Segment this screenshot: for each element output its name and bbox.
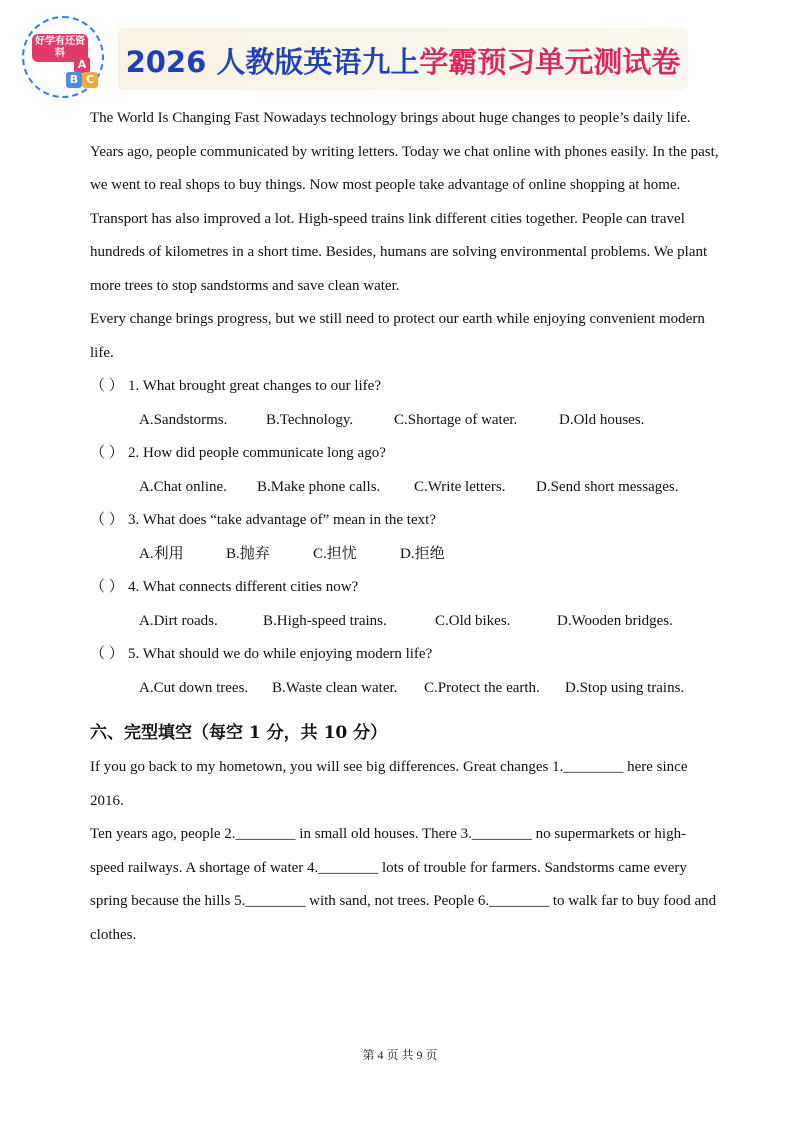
- title-part-edition: 2026 人教版: [125, 45, 304, 79]
- logo-block-b: B: [66, 72, 82, 88]
- page-number: 第 4 页 共 9 页: [362, 1048, 438, 1062]
- document-title: [118, 40, 688, 81]
- cloze-paragraph: Ten years ago, people 2.________ in small old houses. There 3.________ no supermarkets or high-speed railways. A shortage of water 4.________ lots of trouble for farmers. Sandstorms came every spring because the hills 5.________ with sand, not trees. People 6.________ to walk far to buy food and clothes.: [90, 826, 717, 943]
- option: C.Write letters.: [414, 478, 506, 495]
- option: C.Old bikes.: [435, 612, 511, 629]
- question-item: [90, 571, 720, 605]
- answer-blank[interactable]: （ ）: [90, 378, 124, 394]
- section-heading: 六、完型填空（每空 1 分，共 10 分）: [90, 723, 388, 743]
- brand-logo: [22, 16, 106, 100]
- logo-text: 好学有还资料: [32, 34, 88, 62]
- option-row: [139, 471, 720, 505]
- question-text: 5. What should we do while enjoying modern life?: [128, 646, 433, 662]
- option: D.Send short messages.: [536, 478, 679, 495]
- question-text: 3. What does “take advantage of” mean in the text?: [128, 512, 436, 528]
- option: D.Wooden bridges.: [557, 612, 673, 629]
- option: D.Stop using trains.: [565, 679, 685, 696]
- question-list: [90, 370, 720, 705]
- question-item: [90, 437, 720, 471]
- option: B.High-speed trains.: [263, 612, 387, 629]
- option: B.Make phone calls.: [257, 478, 381, 495]
- answer-blank[interactable]: （ ）: [90, 646, 124, 662]
- option: D.拒绝: [400, 545, 445, 562]
- option-row: [139, 404, 720, 438]
- question-item: [90, 370, 720, 404]
- question-item: [90, 504, 720, 538]
- option: B.Waste clean water.: [272, 679, 398, 696]
- title-part-test: 学霸预习单元测试卷: [419, 45, 681, 79]
- option: D.Old houses.: [559, 411, 645, 428]
- option: A.Chat online.: [139, 478, 227, 495]
- reading-paragraph: The World Is Changing Fast Nowadays technology brings about huge changes to people’s daily life. Years ago, people communicated by writing letters. Today we chat online with phones easily. In the past, we went to real shops to buy things. Now most people take advantage of online shopping at home.: [90, 110, 719, 193]
- option: B.Technology.: [266, 411, 354, 428]
- title-banner: [118, 28, 688, 90]
- logo-block-c: C: [82, 72, 98, 88]
- question-item: [90, 638, 720, 672]
- question-text: 2. How did people communicate long ago?: [128, 445, 386, 461]
- question-text: 1. What brought great changes to our life?: [128, 378, 381, 394]
- option-row: [139, 538, 720, 572]
- option-row: [139, 605, 720, 639]
- option: A.利用: [139, 545, 184, 562]
- page-header: [0, 0, 800, 105]
- option-row: [139, 672, 720, 706]
- cloze-paragraph: If you go back to my hometown, you will see big differences. Great changes 1.________ here since 2016.: [90, 759, 688, 809]
- option: C.担忧: [313, 545, 357, 562]
- question-text: 4. What connects different cities now?: [128, 579, 359, 595]
- option: A.Sandstorms.: [139, 411, 228, 428]
- reading-paragraph: Transport has also improved a lot. High-speed trains link different cities together. People can travel hundreds of kilometres in a short time. Besides, humans are solving environmental problems. We plant more trees to stop sandstorms and save clean water.: [90, 210, 708, 294]
- answer-blank[interactable]: （ ）: [90, 579, 124, 595]
- option: A.Cut down trees.: [139, 679, 249, 696]
- title-part-subject: 英语九上: [303, 45, 420, 79]
- option: A.Dirt roads.: [139, 612, 218, 629]
- answer-blank[interactable]: （ ）: [90, 445, 124, 461]
- answer-blank[interactable]: （ ）: [90, 512, 124, 528]
- option: C.Shortage of water.: [394, 411, 518, 428]
- page-content: [90, 102, 720, 952]
- option: C.Protect the earth.: [424, 679, 540, 696]
- logo-block-a: A: [74, 57, 90, 73]
- reading-paragraph: Every change brings progress, but we still need to protect our earth while enjoying convenient modern life.: [90, 311, 705, 361]
- option: B.抛弃: [226, 545, 270, 562]
